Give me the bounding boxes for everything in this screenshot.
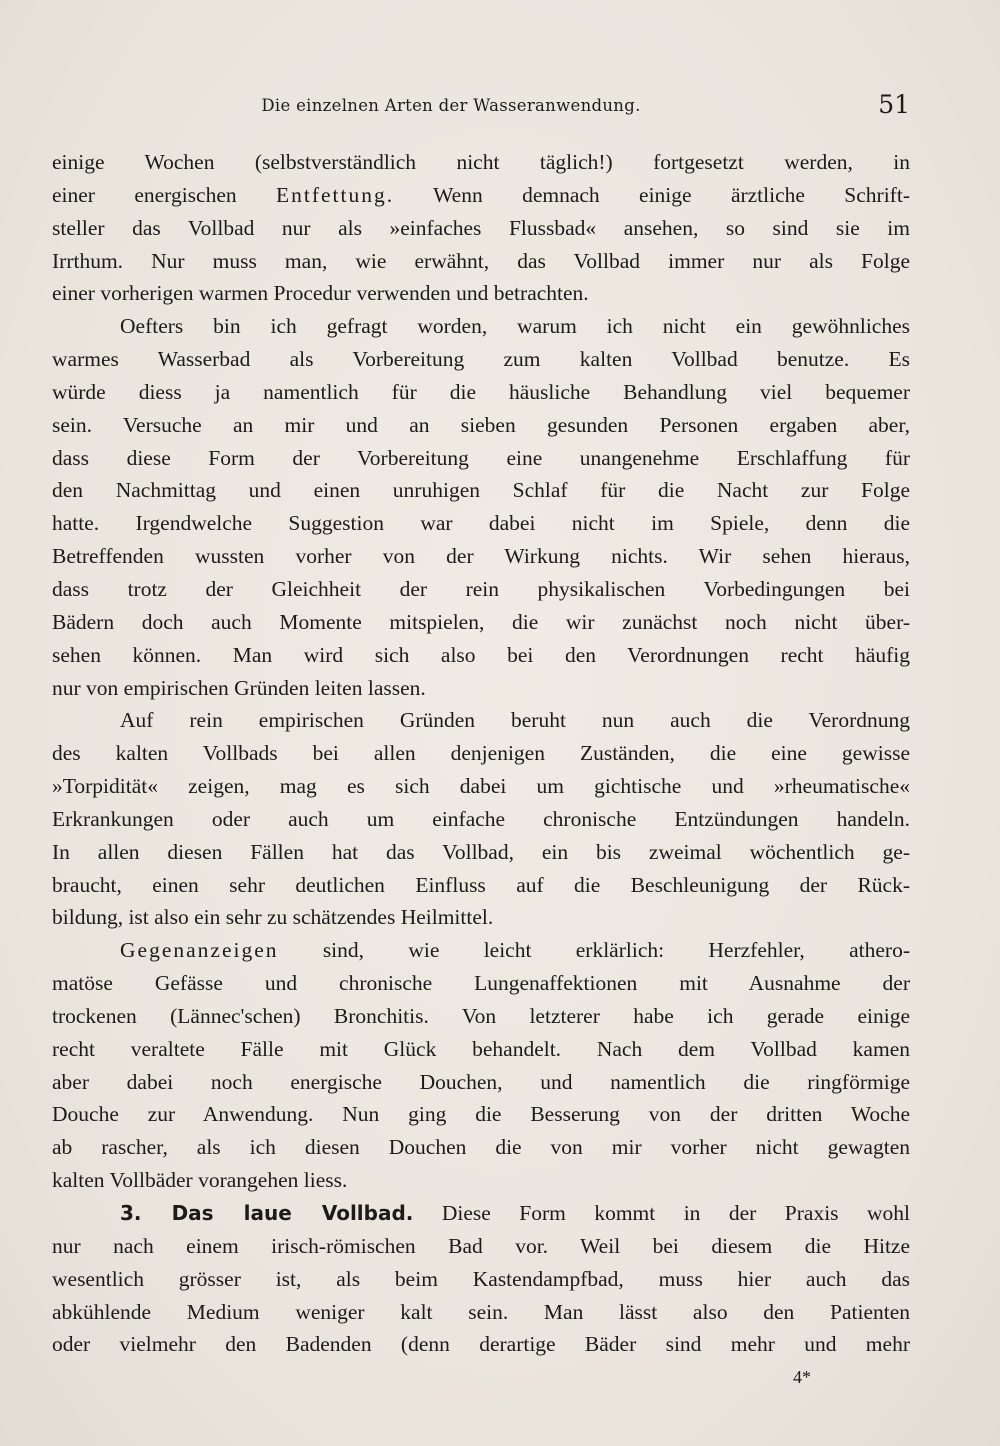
text-line <box>52 1164 910 1197</box>
text-segment: einige Wochen (selbstverständlich nicht täglich!) fortgesetzt werden, in <box>52 150 910 174</box>
text-segment: Wenn demnach einige ärztliche Schrift- <box>394 182 910 207</box>
text-line <box>52 770 910 803</box>
page-number: 51 <box>878 90 910 119</box>
text-segment: sein. Versuche an mir und an sieben gesunden Personen ergaben aber, <box>52 412 910 437</box>
text-line <box>52 179 910 212</box>
text-line <box>52 639 910 672</box>
text-line <box>52 869 910 902</box>
text-line <box>52 474 910 507</box>
text-line <box>52 1131 910 1164</box>
text-segment: Diese Form kommt in der Praxis wohl <box>413 1201 911 1225</box>
text-segment: warmes Wasserbad als Vorbereitung zum kalten Vollbad benutze. Es <box>52 347 910 372</box>
text-line <box>52 1098 910 1131</box>
text-line <box>52 376 910 409</box>
text-segment: Irrthum. Nur muss man, wie erwähnt, das Vollbad immer nur als Folge <box>52 248 910 273</box>
text-segment: matöse Gefässe und chronische Lungenaffektionen mit Ausnahme der <box>52 971 910 996</box>
text-line <box>52 967 910 1000</box>
text-line <box>52 573 910 606</box>
text-segment: einer energischen <box>52 182 276 207</box>
text-line <box>52 1296 910 1329</box>
running-title: Die einzelnen Arten der Wasseranwendung. <box>261 96 641 115</box>
emphasized-term: Entfettung. <box>275 182 395 207</box>
text-line <box>52 1197 910 1230</box>
text-segment: In allen diesen Fällen hat das Vollbad, ein bis zweimal wöchentlich ge- <box>52 839 910 864</box>
text-segment: würde diess ja namentlich für die häusliche Behandlung viel bequemer <box>52 379 910 404</box>
signature-mark: 4* <box>793 1367 811 1387</box>
text-segment: abkühlende Medium weniger kalt sein. Man lässt also den Patienten <box>52 1299 910 1324</box>
text-line <box>52 1066 910 1099</box>
text-segment: Bädern doch auch Momente mitspielen, die wir zunächst noch nicht über- <box>52 609 910 634</box>
text-segment: des kalten Vollbads bei allen denjenigen Zuständen, die eine gewisse <box>52 741 910 766</box>
text-line <box>52 704 910 737</box>
text-segment: hatte. Irgendwelche Suggestion war dabei nicht im Spiele, denn die <box>52 511 910 536</box>
text-segment: bildung, ist also ein sehr zu schätzendes Heilmittel. <box>52 905 494 930</box>
text-line <box>52 442 910 475</box>
text-line <box>52 803 910 836</box>
text-segment: sehen können. Man wird sich also bei den Verordnungen recht häufig <box>52 642 910 667</box>
section-heading: 3. Das laue Vollbad. <box>120 1201 414 1225</box>
text-segment: Douche zur Anwendung. Nun ging die Besserung von der dritten Woche <box>52 1102 910 1127</box>
text-line <box>52 1230 910 1263</box>
text-segment: sind, wie leicht erklärlich: Herzfehler, athero- <box>278 938 910 963</box>
text-line <box>52 934 910 967</box>
text-line <box>52 836 910 869</box>
text-segment: den Nachmittag und einen unruhigen Schlaf für die Nacht zur Folge <box>52 478 910 503</box>
text-line <box>52 737 910 770</box>
text-segment: braucht, einen sehr deutlichen Einfluss auf die Beschleunigung der Rück- <box>52 872 910 897</box>
text-segment: Oefters bin ich gefragt worden, warum ich nicht ein gewöhnliches <box>120 314 910 339</box>
text-segment: wesentlich grösser ist, als beim Kastendampfbad, muss hier auch das <box>52 1266 910 1291</box>
text-segment: recht veraltete Fälle mit Glück behandelt. Nach dem Vollbad kamen <box>52 1036 910 1061</box>
text-line <box>52 901 910 934</box>
text-segment: einer vorherigen warmen Procedur verwenden und betrachten. <box>52 281 589 306</box>
text-segment: oder vielmehr den Badenden (denn derartige Bäder sind mehr und mehr <box>52 1332 910 1357</box>
text-line <box>52 540 910 573</box>
text-line <box>52 409 910 442</box>
text-line <box>52 1263 910 1296</box>
text-segment: Betreffenden wussten vorher von der Wirkung nichts. Wir sehen hieraus, <box>52 544 910 569</box>
text-segment: nur nach einem irisch-römischen Bad vor. Weil bei diesem die Hitze <box>52 1233 910 1258</box>
text-line <box>52 606 910 639</box>
text-segment: Erkrankungen oder auch um einfache chronische Entzündungen handeln. <box>52 806 910 831</box>
text-line <box>52 245 910 278</box>
text-segment: nur von empirischen Gründen leiten lassen. <box>52 675 426 700</box>
text-segment: dass trotz der Gleichheit der rein physikalischen Vorbedingungen bei <box>52 576 910 601</box>
text-segment: trockenen (Lännec'schen) Bronchitis. Von letzterer habe ich gerade einige <box>52 1003 910 1028</box>
body-text <box>52 146 910 1361</box>
text-line <box>52 1000 910 1033</box>
text-line <box>52 1328 910 1361</box>
running-head <box>52 92 910 128</box>
text-line <box>52 1033 910 1066</box>
text-segment: ab rascher, als ich diesen Douchen die von mir vorher nicht gewagten <box>52 1135 910 1160</box>
text-line <box>52 277 910 310</box>
text-segment: steller das Vollbad nur als »einfaches Flussbad« ansehen, so sind sie im <box>52 215 910 240</box>
text-segment: dass diese Form der Vorbereitung eine unangenehme Erschlaffung für <box>52 445 910 470</box>
text-segment: aber dabei noch energische Douchen, und namentlich die ringförmige <box>52 1069 910 1094</box>
text-line <box>52 212 910 245</box>
text-line <box>52 672 910 705</box>
text-segment: »Torpidität« zeigen, mag es sich dabei um gichtische und »rheumatische« <box>52 774 910 799</box>
text-segment: kalten Vollbäder vorangehen liess. <box>52 1168 348 1193</box>
emphasized-term: Gegenanzeigen <box>120 938 279 963</box>
text-line <box>52 343 910 376</box>
text-segment: Auf rein empirischen Gründen beruht nun auch die Verordnung <box>120 708 910 733</box>
text-line <box>52 310 910 343</box>
text-line <box>52 146 910 179</box>
text-line <box>52 507 910 540</box>
